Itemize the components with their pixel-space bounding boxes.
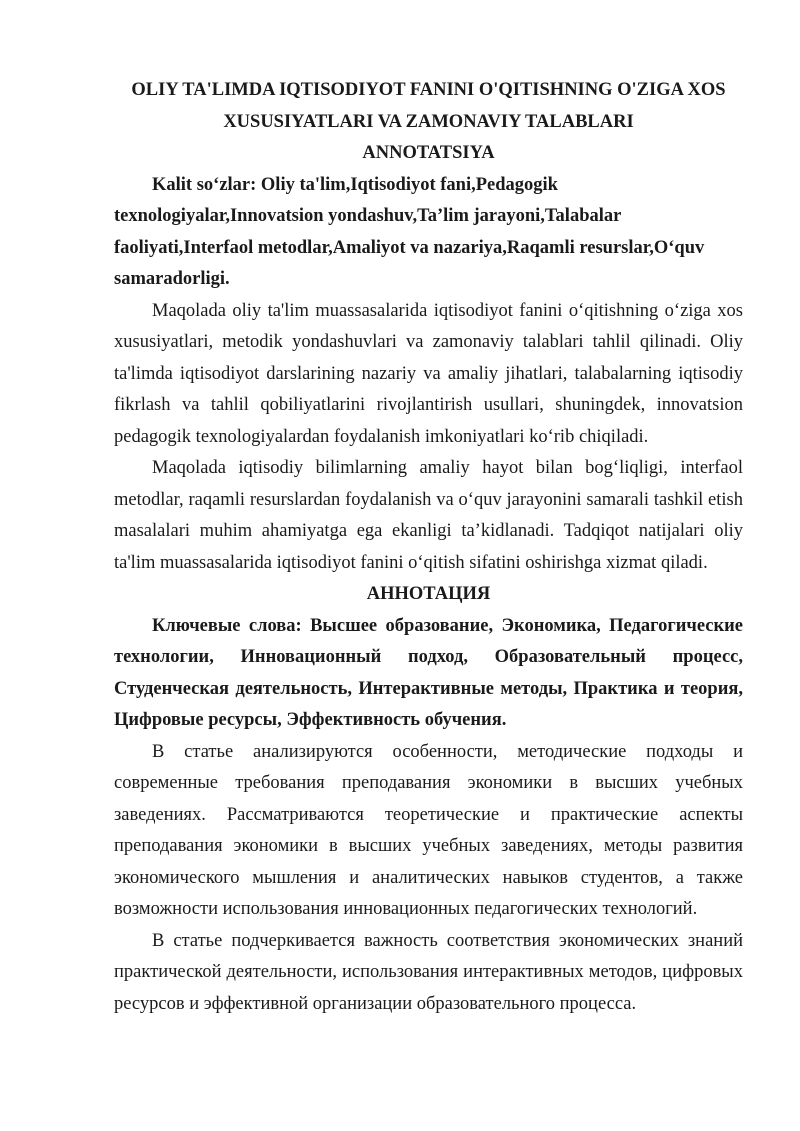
keywords-uz: Kalit so‘zlar: Oliy ta'lim,Iqtisodiyot fani,Pedagogik texnologiyalar,Innovatsion yondashuv,Ta’lim jarayoni,Talabalar faoliyati,Interfaol metodlar,Amaliyot va nazariya,Raqamli resurslar,O‘quv samaradorligi. <box>114 174 705 289</box>
annotation-ru-paragraph-2: В статье подчеркивается важность соответствия экономических знаний практической деятельности, использования интерактивных методов, цифровых ресурсов и эффективной организации образовательного процесса. <box>114 930 743 1014</box>
annotation-uz-paragraph-2: Maqolada iqtisodiy bilimlarning amaliy hayot bilan bog‘liqligi, interfaol metodlar, raqamli resurslardan foydalanish va o‘quv jarayonini samarali tashkil etish masalalari muhim ahamiyatga ega ekanligi ta’kidlanadi. Tadqiqot natijalari oliy ta'lim muassasalarida iqtisodiyot fanini o‘qitish sifatini oshirishga xizmat qiladi. <box>114 458 743 573</box>
title-line-1: OLIY TA'LIMDA IQTISODIYOT FANINI O'QITISHNING O'ZIGA XOS <box>131 80 726 100</box>
annotation-ru-paragraph-1: В статье анализируются особенности, методические подходы и современные требования преподавания экономики в высших учебных заведениях. Рассматриваются теоретические и практические аспекты преподавания экономики в высших учебных заведениях, методы развития экономического мышления и аналитических навыков студентов, а также возможности использования инновационных педагогических технологий. <box>114 741 743 919</box>
annotation-uz-paragraph-1: Maqolada oliy ta'lim muassasalarida iqtisodiyot fanini o‘qitishning o‘ziga xos xususiyatlari, metodik yondashuvlari va zamonaviy talablari tahlil qilinadi. Oliy ta'limda iqtisodiyot darslarining nazariy va amaliy jihatlari, talabalarning iqtisodiy fikrlash va tahlil qobiliyatlarini rivojlantirish usullari, shuningdek, innovatsion pedagogik texnologiyalardan foydalanish imkoniyatlari ko‘rib chiqiladi. <box>114 300 743 447</box>
title-line-2: XUSUSIYATLARI VA ZAMONAVIY TALABLARI <box>223 111 634 132</box>
keywords-ru: Ключевые слова: Высшее образование, Экономика, Педагогические технологии, Инновационный подход, Образовательный процесс, Студенческая деятельность, Интерактивные методы, Практика и теория, Цифровые ресурсы, Эффективность обучения. <box>114 615 743 730</box>
annotation-uz-heading: ANNOTATSIYA <box>362 143 495 163</box>
document-title <box>114 75 743 138</box>
annotation-ru-heading: АННОТАЦИЯ <box>366 584 491 604</box>
annotation-ru-section <box>114 579 743 1020</box>
annotation-uz-section <box>114 138 743 579</box>
